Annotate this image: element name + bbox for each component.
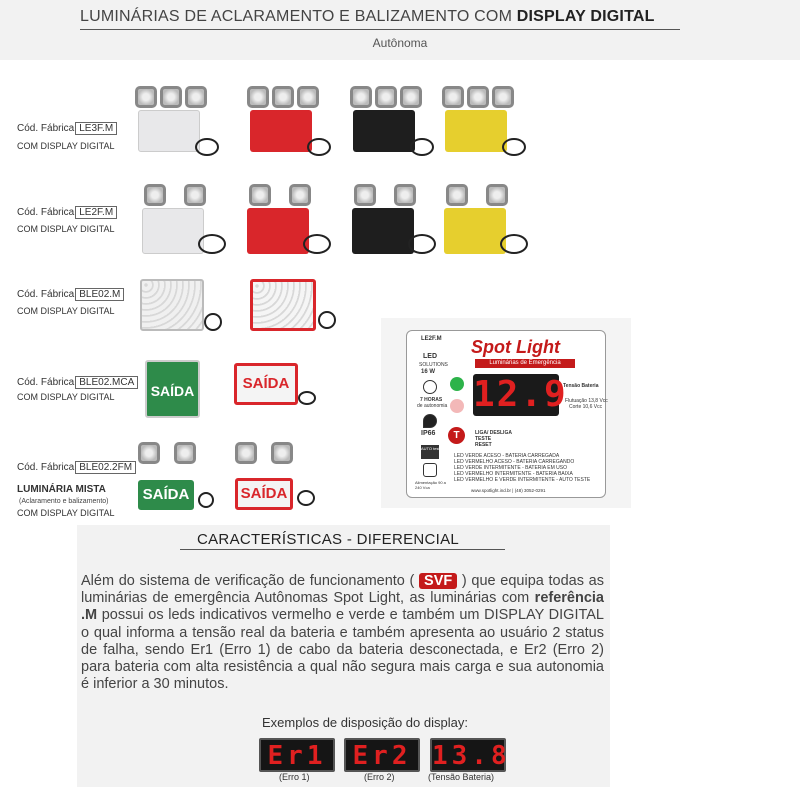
product-image-le2fm-red	[245, 180, 340, 260]
product-image-le3fm-yellow	[440, 82, 535, 167]
ip-rating: IP66	[421, 430, 436, 437]
legend-line: LED VERMELHO INTERMITENTE - BATERIA BAIXA	[454, 471, 573, 477]
hours: 7 HORAS	[420, 397, 443, 403]
voltage-display: 12.9	[473, 374, 568, 415]
code-label: Cód. Fábrica	[17, 377, 75, 388]
caption-er2: (Erro 2)	[364, 772, 395, 782]
test-button-icon: T	[448, 427, 465, 444]
product-image-ble02mca-green	[143, 352, 213, 427]
product-image-le3fm-red	[245, 82, 340, 167]
led-sub: SOLUTIONS	[419, 362, 448, 368]
auto-test-icon: AUTO teste	[421, 445, 439, 459]
characteristics-title: CARACTERÍSTICAS - DIFERENCIAL	[197, 531, 460, 548]
display-note: COM DISPLAY DIGITAL	[17, 306, 115, 316]
product-code-le3fm	[17, 122, 117, 135]
product-image-ble022fm-red	[233, 440, 328, 515]
product-code-ble022fm	[17, 461, 136, 474]
display-example-voltage: 13.8	[430, 738, 506, 772]
characteristics-rule	[180, 549, 505, 550]
code-label: Cód. Fábrica	[17, 123, 75, 134]
legend-line: LED VERMELHO ACESO - BATERIA CARREGANDO	[454, 459, 575, 465]
code-value: LE3F.M	[75, 122, 117, 135]
product-image-ble02m-red	[248, 275, 343, 337]
reference-bold: referência .M	[81, 590, 604, 624]
product-image-le3fm-black	[348, 82, 443, 167]
code-value: BLE02.2FM	[75, 461, 136, 474]
sign-text: SAÍDA	[145, 360, 200, 418]
panel-footer: www.spotlight.ind.br | (48) 3052-0291	[471, 488, 546, 493]
title-rule	[80, 29, 680, 30]
title-text: LUMINÁRIAS DE ACLARAMENTO E BALIZAMENTO COM	[80, 8, 517, 25]
panel-face	[406, 330, 606, 498]
product-image-le2fm-yellow	[442, 180, 537, 260]
power-spec: Alimentação 90 a 240 Vca	[415, 480, 446, 490]
float-voltage: Flutuação 13,8 Vcc	[565, 398, 608, 404]
display-note: COM DISPLAY DIGITAL	[17, 392, 115, 402]
text-part: ) que equipa todas as luminárias de emergência Autônomas Spot Light, as luminárias com	[81, 573, 604, 607]
green-led	[450, 377, 464, 391]
code-value: LE2F.M	[75, 206, 117, 219]
cut-voltage: Corte 10,6 Vcc	[569, 404, 603, 410]
text-part: Além do sistema de verificação de funcionamento (	[81, 573, 420, 589]
sign-text: SAÍDA	[138, 480, 194, 510]
product-image-le2fm-white	[140, 180, 235, 260]
code-label: Cód. Fábrica	[17, 289, 75, 300]
mixed-sub: (Aclaramento e balizamento)	[19, 498, 109, 505]
battery-label: Tensão Bateria	[563, 383, 599, 389]
examples-title: Exemplos de disposição do display:	[262, 715, 468, 730]
product-code-le2fm	[17, 206, 117, 219]
panel-model: LE2F.M	[421, 336, 442, 342]
svf-badge: SVF	[419, 573, 457, 589]
led-label: LED	[423, 353, 437, 360]
code-value: BLE02.MCA	[75, 376, 138, 389]
legend-line: LED VERMELHO E VERDE INTERMITENTE - AUTO TESTE	[454, 477, 591, 483]
legend-line: LED VERDE ACESO - BATERIA CARREGADA	[454, 453, 560, 459]
product-image-ble02m-white	[138, 275, 228, 337]
code-value: BLE02.M	[75, 288, 124, 301]
mixed-label: LUMINÁRIA MISTA	[17, 484, 106, 495]
clock-icon	[423, 380, 437, 394]
display-note: COM DISPLAY DIGITAL	[17, 224, 115, 234]
product-image-ble02mca-red	[232, 355, 327, 415]
page-subtitle: Autônoma	[372, 36, 428, 50]
control-test: TESTE	[475, 436, 492, 442]
red-led	[450, 399, 464, 413]
code-label: Cód. Fábrica	[17, 462, 75, 473]
legend-line: LED VERDE INTERMITENTE - BATERIA EM USO	[454, 465, 567, 471]
sign-text: SAÍDA	[234, 363, 298, 405]
caption-er1: (Erro 1)	[279, 772, 310, 782]
product-code-ble02m	[17, 288, 124, 301]
page-title	[80, 8, 680, 26]
text-part: possui os leds indicativos vermelho e verde e também um DISPLAY DIGITAL o qual informa a tensão real da bateria e também apresenta ao usuário 2 status de falha, sendo Er1 (Erro 1) de cabo da bateria desconectada, e Er2 (Erro 2) para bateria com alta resistência a qual não segura mais carga e sua autonomia é inferior a 30 minutos.	[81, 607, 604, 693]
display-panel	[381, 318, 631, 508]
display-example-er1: Er1	[259, 738, 335, 772]
water-drop-icon	[423, 414, 437, 428]
product-image-le2fm-black	[350, 180, 445, 260]
logo-sub: Luminárias de Emergência	[475, 359, 575, 368]
control-reset: RESET	[475, 442, 492, 448]
watts: 16 W	[421, 369, 436, 375]
characteristics-text	[81, 573, 604, 693]
plug-icon	[423, 463, 437, 477]
caption-voltage: (Tensão Bateria)	[428, 772, 495, 782]
sign-text: SAÍDA	[235, 478, 293, 510]
product-code-ble02mca	[17, 376, 138, 389]
page-header	[0, 0, 800, 60]
display-note: COM DISPLAY DIGITAL	[17, 508, 115, 518]
spotlight-logo: Spot Light	[471, 337, 560, 357]
title-bold: DISPLAY DIGITAL	[516, 8, 655, 25]
hours-sub: de autonomia	[417, 403, 448, 409]
product-image-ble022fm-green	[136, 440, 226, 515]
code-label: Cód. Fábrica	[17, 207, 75, 218]
display-example-er2: Er2	[344, 738, 420, 772]
control-onoff: LIGA/ DESLIGA	[475, 430, 512, 436]
display-note: COM DISPLAY DIGITAL	[17, 141, 115, 151]
product-image-le3fm-white	[133, 82, 228, 167]
